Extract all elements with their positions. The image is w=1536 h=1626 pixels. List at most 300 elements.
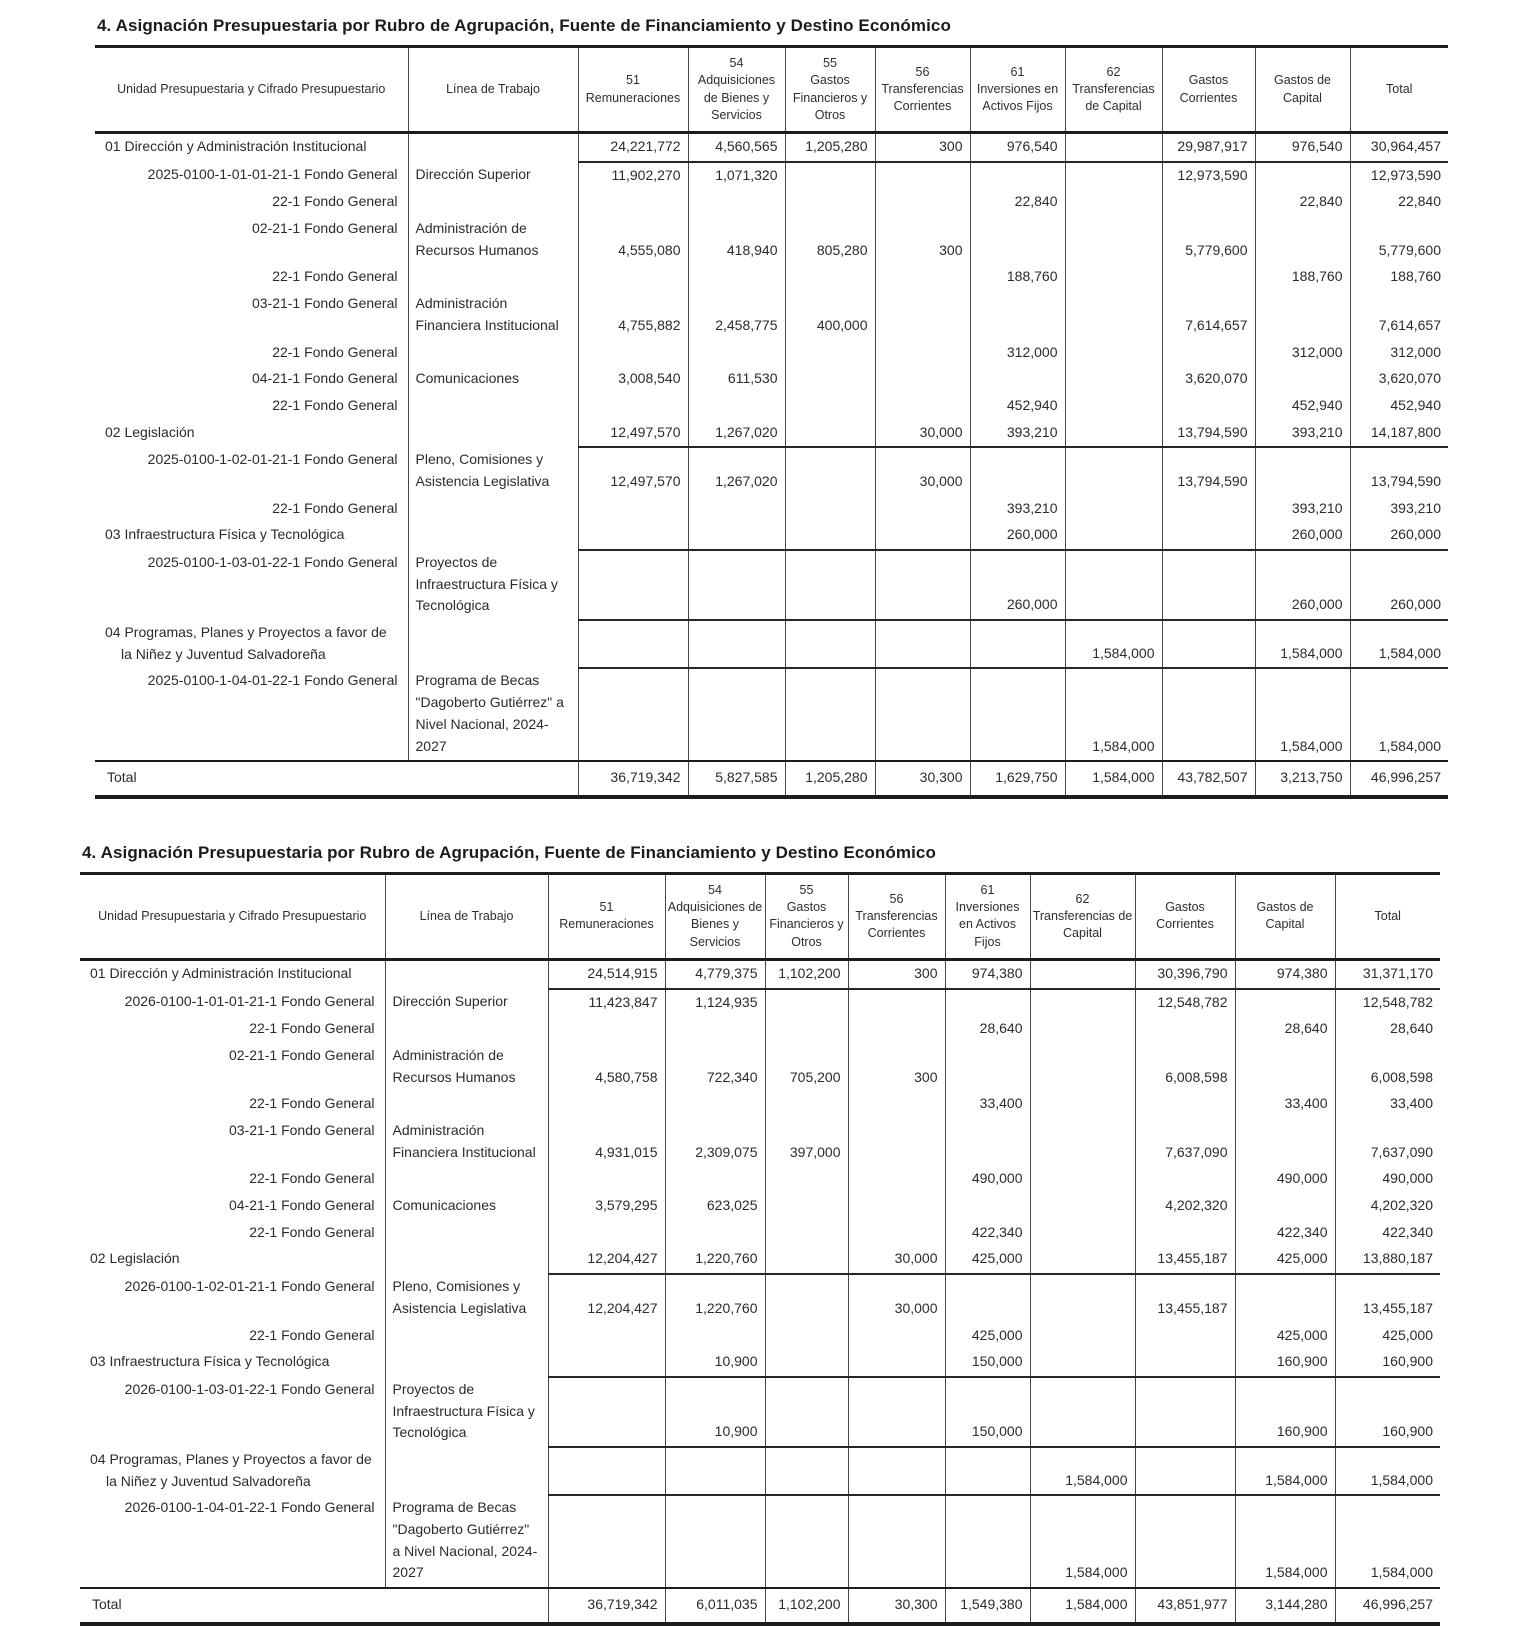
linea-cell bbox=[408, 522, 578, 550]
col-header-gastos-de-capital bbox=[1255, 47, 1350, 133]
value-cell bbox=[785, 668, 875, 761]
value-cell: 30,000 bbox=[875, 420, 970, 448]
value-cell bbox=[875, 264, 970, 291]
unit-cell: 01 Dirección y Administración Institucional bbox=[90, 964, 352, 981]
value-cell: 974,380 bbox=[945, 959, 1030, 988]
value-cell bbox=[765, 1495, 848, 1588]
col-header-gastos-corrientes bbox=[1162, 47, 1255, 133]
value-cell bbox=[1162, 620, 1255, 668]
unit-cell: 2026-0100-1-01-01-21-1 Fondo General bbox=[124, 992, 375, 1009]
value-cell: 150,000 bbox=[945, 1377, 1030, 1447]
value-cell bbox=[945, 1193, 1030, 1220]
value-cell: 974,380 bbox=[1235, 959, 1335, 988]
value-cell: 4,931,015 bbox=[548, 1118, 665, 1166]
linea-cell bbox=[385, 1016, 548, 1043]
value-cell: 33,400 bbox=[1235, 1091, 1335, 1118]
unit-cell: 22-1 Fondo General bbox=[272, 343, 398, 360]
value-cell bbox=[1065, 366, 1162, 393]
value-cell bbox=[848, 1166, 945, 1193]
value-cell: 422,340 bbox=[945, 1220, 1030, 1247]
value-cell bbox=[688, 522, 785, 550]
unit-cell: 2025-0100-1-01-01-21-1 Fondo General bbox=[147, 165, 398, 182]
table-row bbox=[80, 1193, 1440, 1220]
linea-cell bbox=[408, 189, 578, 216]
column-code: 56 bbox=[915, 64, 930, 79]
unit-cell: 03 Infraestructura Física y Tecnológica bbox=[105, 526, 345, 543]
value-cell: 1,124,935 bbox=[665, 989, 765, 1017]
value-cell: 160,900 bbox=[1335, 1377, 1440, 1447]
value-cell bbox=[1030, 1246, 1135, 1274]
unit-cell: 2026-0100-1-03-01-22-1 Fondo General bbox=[124, 1380, 375, 1397]
unit-cell: 2026-0100-1-04-01-22-1 Fondo General bbox=[124, 1499, 375, 1516]
value-cell: 1,584,000 bbox=[1335, 1447, 1440, 1495]
value-cell: 300 bbox=[848, 959, 945, 988]
value-cell bbox=[548, 1091, 665, 1118]
linea-cell bbox=[385, 1166, 548, 1193]
linea-cell: Dirección Superior bbox=[385, 989, 548, 1017]
value-cell bbox=[1162, 522, 1255, 550]
value-cell bbox=[875, 496, 970, 523]
value-cell bbox=[1030, 1274, 1135, 1322]
col-header-unidad: Unidad Presupuestaria y Cifrado Presupuestario bbox=[80, 873, 385, 959]
value-cell bbox=[688, 340, 785, 367]
value-cell bbox=[1030, 1220, 1135, 1247]
linea-cell: Administración de Recursos Humanos bbox=[385, 1043, 548, 1091]
value-cell bbox=[665, 1323, 765, 1350]
table-row bbox=[80, 1495, 1440, 1588]
value-cell: 490,000 bbox=[1235, 1166, 1335, 1193]
value-cell bbox=[1030, 1323, 1135, 1350]
col-header-51 bbox=[578, 47, 688, 133]
total-value: 1,205,280 bbox=[785, 761, 875, 797]
value-cell: 5,779,600 bbox=[1162, 216, 1255, 264]
value-cell bbox=[945, 1043, 1030, 1091]
value-cell bbox=[765, 1166, 848, 1193]
column-label: Total bbox=[1374, 908, 1401, 923]
col-header-61 bbox=[970, 47, 1065, 133]
value-cell: 7,637,090 bbox=[1335, 1118, 1440, 1166]
unit-cell: 03 Infraestructura Física y Tecnológica bbox=[90, 1353, 330, 1370]
table-row bbox=[95, 291, 1448, 339]
value-cell bbox=[848, 1495, 945, 1588]
value-cell: 2,309,075 bbox=[665, 1118, 765, 1166]
value-cell: 300 bbox=[875, 133, 970, 162]
value-cell bbox=[848, 1323, 945, 1350]
value-cell: 188,760 bbox=[1350, 264, 1448, 291]
value-cell bbox=[970, 668, 1065, 761]
column-label: Gastos de Capital bbox=[1256, 900, 1314, 932]
value-cell bbox=[548, 1016, 665, 1043]
value-cell bbox=[578, 496, 688, 523]
value-cell bbox=[578, 340, 688, 367]
linea-cell bbox=[408, 420, 578, 448]
linea-cell bbox=[385, 1220, 548, 1247]
value-cell bbox=[1065, 162, 1162, 190]
value-cell: 160,900 bbox=[1235, 1349, 1335, 1377]
linea-cell bbox=[385, 1091, 548, 1118]
value-cell: 1,071,320 bbox=[688, 162, 785, 190]
table-title: 4. Asignación Presupuestaria por Rubro de Agrupación, Fuente de Financiamiento y Destino Económico bbox=[97, 16, 951, 35]
value-cell bbox=[765, 1220, 848, 1247]
value-cell bbox=[848, 1016, 945, 1043]
value-cell: 422,340 bbox=[1235, 1220, 1335, 1247]
value-cell bbox=[785, 550, 875, 620]
value-cell bbox=[1255, 291, 1350, 339]
value-cell bbox=[665, 1495, 765, 1588]
value-cell: 13,794,590 bbox=[1350, 447, 1448, 495]
table-row bbox=[80, 1323, 1440, 1350]
unit-cell: 22-1 Fondo General bbox=[249, 1326, 375, 1343]
value-cell: 418,940 bbox=[688, 216, 785, 264]
unit-cell: 2025-0100-1-03-01-22-1 Fondo General bbox=[147, 554, 398, 570]
value-cell bbox=[688, 496, 785, 523]
value-cell: 1,205,280 bbox=[785, 133, 875, 162]
value-cell bbox=[688, 393, 785, 420]
value-cell bbox=[785, 264, 875, 291]
value-cell bbox=[548, 1166, 665, 1193]
table-row bbox=[80, 1091, 1440, 1118]
total-value: 46,996,257 bbox=[1350, 761, 1448, 797]
total-value: 30,300 bbox=[848, 1588, 945, 1624]
table-row bbox=[80, 1349, 1440, 1377]
header-row bbox=[95, 47, 1448, 133]
value-cell: 188,760 bbox=[1255, 264, 1350, 291]
value-cell bbox=[875, 291, 970, 339]
unit-cell: 04 Programas, Planes y Proyectos a favor de la Niñez y Juventud Salvadoreña bbox=[105, 624, 387, 662]
value-cell: 7,614,657 bbox=[1350, 291, 1448, 339]
value-cell bbox=[578, 522, 688, 550]
linea-cell: Proyectos de Infraestructura Física y Tecnológica bbox=[385, 1377, 548, 1447]
column-code: 62 bbox=[1106, 64, 1121, 79]
unit-cell: 22-1 Fondo General bbox=[272, 396, 398, 413]
unit-cell: 02-21-1 Fondo General bbox=[228, 1046, 375, 1063]
budget-table-2025 bbox=[95, 45, 1448, 799]
value-cell: 260,000 bbox=[1350, 522, 1448, 550]
table-row bbox=[80, 1118, 1440, 1166]
column-code: 51 bbox=[626, 73, 640, 88]
value-cell bbox=[785, 366, 875, 393]
value-cell: 33,400 bbox=[945, 1091, 1030, 1118]
linea-cell bbox=[385, 1246, 548, 1274]
value-cell: 393,210 bbox=[970, 420, 1065, 448]
value-cell: 976,540 bbox=[1255, 133, 1350, 162]
total-value: 3,213,750 bbox=[1255, 761, 1350, 797]
value-cell bbox=[688, 668, 785, 761]
unit-cell: 04-21-1 Fondo General bbox=[251, 370, 398, 387]
value-cell bbox=[875, 550, 970, 620]
value-cell bbox=[1065, 522, 1162, 550]
column-code: 54 bbox=[729, 56, 744, 70]
value-cell bbox=[1235, 1118, 1335, 1166]
value-cell bbox=[665, 1166, 765, 1193]
value-cell: 11,902,270 bbox=[578, 162, 688, 190]
value-cell bbox=[1065, 393, 1162, 420]
value-cell bbox=[875, 393, 970, 420]
value-cell bbox=[848, 1118, 945, 1166]
value-cell bbox=[1030, 1016, 1135, 1043]
value-cell bbox=[785, 393, 875, 420]
value-cell: 393,210 bbox=[1350, 496, 1448, 523]
value-cell: 260,000 bbox=[1350, 550, 1448, 620]
value-cell bbox=[785, 420, 875, 448]
value-cell: 13,455,187 bbox=[1135, 1274, 1235, 1322]
value-cell: 4,555,080 bbox=[578, 216, 688, 264]
column-label: Adquisiciones de Bienes y Servicios bbox=[697, 73, 776, 122]
total-value: 1,629,750 bbox=[970, 761, 1065, 797]
value-cell: 452,940 bbox=[1350, 393, 1448, 420]
value-cell: 12,548,782 bbox=[1335, 989, 1440, 1017]
value-cell: 30,964,457 bbox=[1350, 133, 1448, 162]
value-cell bbox=[548, 1323, 665, 1350]
value-cell: 260,000 bbox=[970, 550, 1065, 620]
value-cell bbox=[1030, 1118, 1135, 1166]
col-header-gastos-corrientes bbox=[1135, 873, 1235, 959]
table-row bbox=[95, 366, 1448, 393]
value-cell: 260,000 bbox=[1255, 522, 1350, 550]
column-label: Inversiones en Activos Fijos bbox=[955, 900, 1020, 949]
value-cell: 393,210 bbox=[1255, 420, 1350, 448]
value-cell: 425,000 bbox=[945, 1323, 1030, 1350]
linea-cell bbox=[408, 620, 578, 668]
total-value: 1,102,200 bbox=[765, 1588, 848, 1624]
total-value: 36,719,342 bbox=[578, 761, 688, 797]
col-header-gastos-de-capital bbox=[1235, 873, 1335, 959]
value-cell: 28,640 bbox=[1235, 1016, 1335, 1043]
table-row bbox=[95, 620, 1448, 668]
col-header-total bbox=[1335, 873, 1440, 959]
linea-cell: Programa de Becas "Dagoberto Gutiérrez" a Nivel Nacional, 2024-2027 bbox=[408, 668, 578, 761]
linea-cell: Administración Financiera Institucional bbox=[408, 291, 578, 339]
unit-cell: 02 Legislación bbox=[105, 423, 195, 440]
value-cell: 4,779,375 bbox=[665, 959, 765, 988]
column-code: 62 bbox=[1075, 891, 1090, 906]
column-label: Gastos de Capital bbox=[1274, 73, 1331, 105]
value-cell bbox=[875, 620, 970, 668]
value-cell bbox=[970, 216, 1065, 264]
col-header-56 bbox=[848, 873, 945, 959]
linea-cell: Administración Financiera Institucional bbox=[385, 1118, 548, 1166]
unit-cell: 22-1 Fondo General bbox=[272, 268, 398, 285]
column-code: 51 bbox=[599, 900, 614, 915]
value-cell: 1,267,020 bbox=[688, 447, 785, 495]
value-cell bbox=[765, 989, 848, 1017]
table-row bbox=[95, 216, 1448, 264]
value-cell: 31,371,170 bbox=[1335, 959, 1440, 988]
budget-table-section-2025 bbox=[0, 16, 1536, 799]
value-cell: 1,220,760 bbox=[665, 1274, 765, 1322]
value-cell: 425,000 bbox=[945, 1246, 1030, 1274]
value-cell: 425,000 bbox=[1235, 1323, 1335, 1350]
value-cell bbox=[1162, 668, 1255, 761]
value-cell: 12,204,427 bbox=[548, 1246, 665, 1274]
value-cell bbox=[665, 1220, 765, 1247]
value-cell bbox=[970, 620, 1065, 668]
unit-cell: 02 Legislación bbox=[90, 1250, 180, 1267]
value-cell bbox=[765, 1016, 848, 1043]
value-cell bbox=[578, 668, 688, 761]
value-cell bbox=[765, 1323, 848, 1350]
value-cell: 28,640 bbox=[945, 1016, 1030, 1043]
value-cell bbox=[848, 1091, 945, 1118]
column-code: 54 bbox=[708, 882, 722, 897]
value-cell bbox=[578, 393, 688, 420]
value-cell: 22,840 bbox=[970, 189, 1065, 216]
budget-table-section-2026 bbox=[0, 843, 1536, 1626]
value-cell bbox=[945, 1118, 1030, 1166]
value-cell bbox=[1162, 189, 1255, 216]
value-cell bbox=[1030, 1166, 1135, 1193]
value-cell bbox=[875, 522, 970, 550]
value-cell bbox=[665, 1447, 765, 1495]
value-cell: 393,210 bbox=[970, 496, 1065, 523]
value-cell: 12,548,782 bbox=[1135, 989, 1235, 1017]
table-row bbox=[80, 959, 1440, 988]
table-row bbox=[80, 1447, 1440, 1495]
total-row bbox=[80, 1588, 1440, 1624]
value-cell bbox=[765, 1274, 848, 1322]
value-cell: 13,455,187 bbox=[1335, 1274, 1440, 1322]
value-cell: 300 bbox=[875, 216, 970, 264]
value-cell: 4,755,882 bbox=[578, 291, 688, 339]
table-title: 4. Asignación Presupuestaria por Rubro de Agrupación, Fuente de Financiamiento y Destino Económico bbox=[82, 842, 936, 862]
value-cell bbox=[875, 668, 970, 761]
unit-cell: 01 Dirección y Administración Institucional bbox=[105, 138, 367, 154]
value-cell: 490,000 bbox=[1335, 1166, 1440, 1193]
value-cell bbox=[665, 1091, 765, 1118]
value-cell bbox=[578, 550, 688, 620]
value-cell bbox=[848, 1447, 945, 1495]
value-cell bbox=[875, 162, 970, 190]
value-cell: 4,580,758 bbox=[548, 1043, 665, 1091]
value-cell bbox=[1135, 1016, 1235, 1043]
value-cell: 11,423,847 bbox=[548, 989, 665, 1017]
value-cell bbox=[785, 162, 875, 190]
value-cell bbox=[1135, 1323, 1235, 1350]
table-row bbox=[80, 1220, 1440, 1247]
value-cell: 1,584,000 bbox=[1030, 1447, 1135, 1495]
column-label: Remuneraciones bbox=[585, 90, 681, 105]
column-label: Gastos Financieros y Otros bbox=[792, 73, 868, 122]
value-cell bbox=[578, 264, 688, 291]
value-cell bbox=[1162, 496, 1255, 523]
value-cell: 150,000 bbox=[945, 1349, 1030, 1377]
value-cell bbox=[1135, 1377, 1235, 1447]
linea-cell: Proyectos de Infraestructura Física y Tecnológica bbox=[408, 550, 578, 620]
value-cell bbox=[765, 1377, 848, 1447]
col-header-62 bbox=[1065, 47, 1162, 133]
col-header-56 bbox=[875, 47, 970, 133]
total-value: 46,996,257 bbox=[1335, 1588, 1440, 1624]
value-cell: 13,794,590 bbox=[1162, 447, 1255, 495]
value-cell bbox=[1135, 1091, 1235, 1118]
value-cell: 400,000 bbox=[785, 291, 875, 339]
linea-cell bbox=[408, 133, 578, 162]
budget-table-2026 bbox=[80, 872, 1440, 1626]
value-cell bbox=[688, 264, 785, 291]
value-cell bbox=[970, 291, 1065, 339]
value-cell bbox=[1162, 550, 1255, 620]
value-cell bbox=[765, 1447, 848, 1495]
total-value: 6,011,035 bbox=[665, 1588, 765, 1624]
value-cell bbox=[1162, 264, 1255, 291]
value-cell: 260,000 bbox=[1255, 550, 1350, 620]
value-cell bbox=[548, 1377, 665, 1447]
value-cell: 425,000 bbox=[1235, 1246, 1335, 1274]
linea-cell: Comunicaciones bbox=[385, 1193, 548, 1220]
value-cell: 3,620,070 bbox=[1162, 366, 1255, 393]
linea-cell: Pleno, Comisiones y Asistencia Legislativa bbox=[385, 1274, 548, 1322]
unit-cell: 22-1 Fondo General bbox=[249, 1223, 375, 1240]
linea-cell: Comunicaciones bbox=[408, 366, 578, 393]
table-row bbox=[80, 1246, 1440, 1274]
unit-cell: 22-1 Fondo General bbox=[272, 193, 398, 210]
unit-cell: 04 Programas, Planes y Proyectos a favor de la Niñez y Juventud Salvadoreña bbox=[90, 1450, 372, 1489]
value-cell bbox=[548, 1495, 665, 1588]
value-cell bbox=[765, 1349, 848, 1377]
value-cell: 6,008,598 bbox=[1135, 1043, 1235, 1091]
total-value: 43,851,977 bbox=[1135, 1588, 1235, 1624]
column-label: Gastos Corrientes bbox=[1179, 73, 1238, 105]
value-cell bbox=[1065, 216, 1162, 264]
column-code: 61 bbox=[1010, 64, 1025, 79]
column-code: 61 bbox=[980, 882, 995, 897]
value-cell: 22,840 bbox=[1350, 189, 1448, 216]
total-value: 30,300 bbox=[875, 761, 970, 797]
col-header-51 bbox=[548, 873, 665, 959]
value-cell bbox=[548, 1220, 665, 1247]
value-cell: 1,267,020 bbox=[688, 420, 785, 448]
value-cell: 4,202,320 bbox=[1135, 1193, 1235, 1220]
value-cell bbox=[1065, 291, 1162, 339]
value-cell bbox=[1030, 1091, 1135, 1118]
linea-cell bbox=[385, 1323, 548, 1350]
column-label: Adquisiciones de Bienes y Servicios bbox=[667, 900, 763, 949]
value-cell: 1,584,000 bbox=[1255, 620, 1350, 668]
value-cell: 160,900 bbox=[1235, 1377, 1335, 1447]
col-header-55 bbox=[765, 873, 848, 959]
linea-cell bbox=[408, 340, 578, 367]
unit-cell: 02-21-1 Fondo General bbox=[251, 220, 398, 237]
column-label: Gastos Financieros y Otros bbox=[769, 900, 844, 949]
value-cell bbox=[1065, 264, 1162, 291]
linea-cell: Programa de Becas "Dagoberto Gutiérrez" a Nivel Nacional, 2024-2027 bbox=[385, 1495, 548, 1588]
value-cell: 1,584,000 bbox=[1255, 668, 1350, 761]
value-cell bbox=[1235, 1193, 1335, 1220]
table-row bbox=[80, 1377, 1440, 1447]
value-cell: 24,221,772 bbox=[578, 133, 688, 162]
table-row bbox=[80, 1166, 1440, 1193]
value-cell bbox=[1135, 1447, 1235, 1495]
value-cell bbox=[785, 620, 875, 668]
value-cell: 12,973,590 bbox=[1350, 162, 1448, 190]
value-cell: 422,340 bbox=[1335, 1220, 1440, 1247]
linea-cell bbox=[385, 1349, 548, 1377]
value-cell: 397,000 bbox=[765, 1118, 848, 1166]
value-cell: 1,220,760 bbox=[665, 1246, 765, 1274]
value-cell: 12,497,570 bbox=[578, 420, 688, 448]
col-header-55 bbox=[785, 47, 875, 133]
value-cell: 705,200 bbox=[765, 1043, 848, 1091]
value-cell bbox=[1065, 133, 1162, 162]
total-value: 43,782,507 bbox=[1162, 761, 1255, 797]
value-cell: 1,584,000 bbox=[1065, 620, 1162, 668]
value-cell bbox=[665, 1016, 765, 1043]
unit-cell: 2025-0100-1-02-01-21-1 Fondo General bbox=[147, 451, 398, 468]
linea-cell bbox=[408, 393, 578, 420]
col-header-62 bbox=[1030, 873, 1135, 959]
value-cell bbox=[1255, 447, 1350, 495]
value-cell: 5,779,600 bbox=[1350, 216, 1448, 264]
